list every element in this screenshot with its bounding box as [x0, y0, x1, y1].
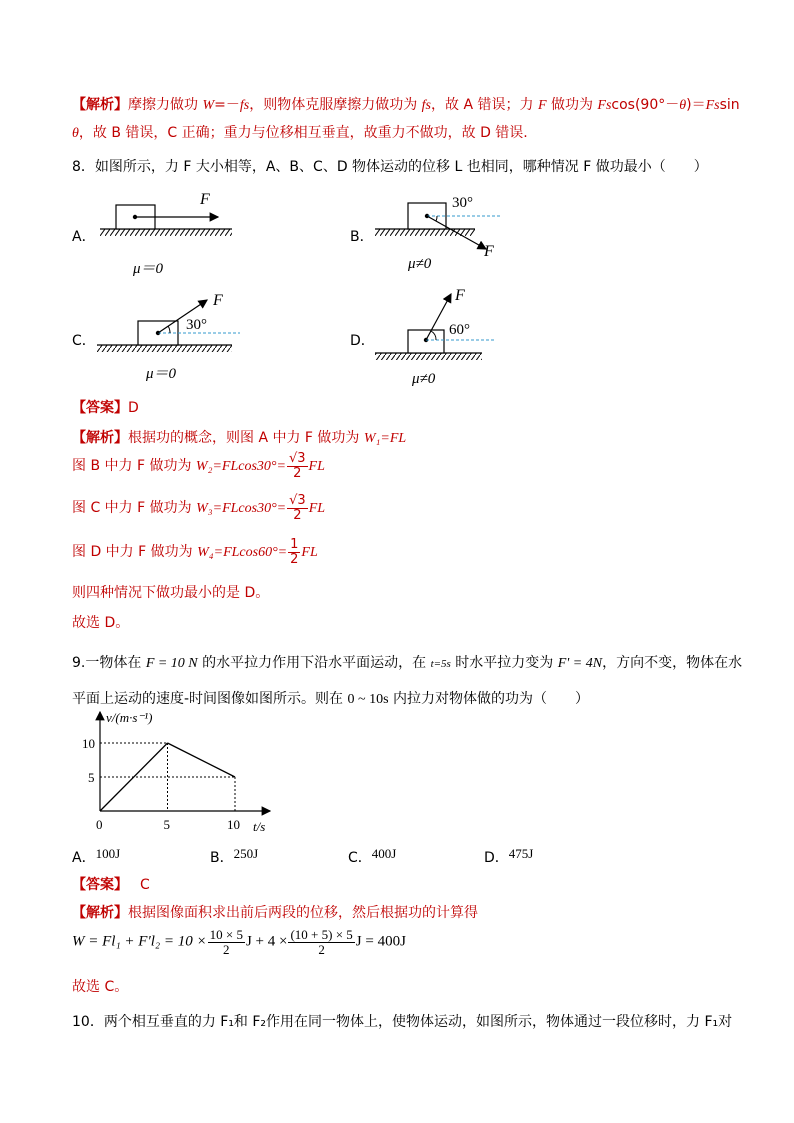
angle-b: 30°	[452, 195, 473, 211]
fraction-1-over-2: $\frac{1}{2}$	[290, 537, 299, 567]
x-axis-label: t/s	[253, 819, 266, 834]
q8-analysis-d: 图 D 中力 F 做功为 W₄=FLcos60°= $\frac{1}{2}$ FL	[72, 537, 318, 567]
q8-analysis-c: 图 C 中力 F 做功为 W₃=FLcos30°= $\frac{√3}{2}$ FL	[72, 493, 326, 523]
question-9-stem-line-1: 9.一物体在 F = 10 N 的水平拉力作用下沿水平面运动，在 t=5s 时水平拉力变为 F' = 4N，方向不变，物体在水	[72, 655, 743, 671]
angle-d: 60°	[449, 322, 470, 338]
fraction-sqrt3-over-2: $\frac{√3}{2}$	[289, 493, 306, 523]
mu-d: μ≠0	[412, 371, 436, 387]
question-9-stem-line-2: 平面上运动的速度-时间图像如图所示。则在 0 ~ 10s 内拉力对物体做的功为（ ）	[72, 691, 589, 707]
q8-diagrams	[0, 180, 794, 400]
mu-a: μ＝0	[133, 261, 164, 277]
option-a-label: A．	[72, 229, 96, 245]
force-label-a: F	[200, 191, 210, 208]
x-tick-label: 5	[163, 817, 170, 832]
mu-b: μ≠0	[408, 256, 432, 272]
mu-c: μ＝0	[146, 366, 177, 382]
option-c-label: C．	[72, 333, 96, 349]
x-tick-label: 10	[227, 817, 240, 832]
q9-analysis: 【解析】根据图像面积求出前后两段的位移，然后根据功的计算得	[72, 905, 478, 921]
q9-option-b[interactable]: B．250J	[210, 846, 259, 866]
angle-c: 30°	[186, 317, 207, 333]
y-axis-label: v/(m·s⁻¹)	[106, 710, 153, 725]
q9-option-a[interactable]: A．100J	[72, 846, 121, 866]
q9-options	[72, 846, 632, 866]
diagram-d	[375, 287, 496, 387]
y-tick-label: 5	[88, 770, 95, 785]
q8-analysis-a: 【解析】根据功的概念，则图 A 中力 F 做功为 W₁=FL	[72, 430, 407, 446]
option-d-label: D．	[350, 333, 375, 349]
option-b-label: B．	[350, 229, 374, 245]
question-8-stem: 8．如图所示，力 F 大小相等，A、B、C、D 物体运动的位移 L 也相同，哪种情况 F 做功最小（ ）	[72, 159, 708, 175]
q9-answer: 【答案】 C	[72, 877, 150, 893]
force-label-d: F	[455, 287, 465, 304]
velocity-segment	[168, 743, 236, 777]
q8-choose: 故选 D。	[72, 615, 130, 631]
q9-formula: W = Fl₁ + F′l₂ = 10 × $\frac{10 \times 5}{2}$ J + 4 × $\frac{(10 + 5) \times 5}{2}$ J = 400J	[72, 927, 406, 957]
q9-option-d[interactable]: D．475J	[484, 846, 534, 866]
q9-option-c[interactable]: C．400J	[348, 846, 397, 866]
origin-label: 0	[96, 817, 103, 832]
q8-analysis-b: 图 B 中力 F 做功为 W₂=FLcos30°= $\frac{√3}{2}$ FL	[72, 451, 325, 481]
q8-answer: 【答案】D	[72, 400, 139, 416]
fraction-2: $\frac{(10 + 5) \times 5}{2}$	[290, 927, 353, 957]
question-10-stem: 10．两个相互垂直的力 F₁和 F₂作用在同一物体上，使物体运动，如图所示，物体通过一段位移时，力 F₁对	[72, 1014, 733, 1030]
analysis-7-line-2: θ，故 B 错误，C 正确；重力与位移相互垂直，故重力不做功，故 D 错误.	[72, 125, 528, 141]
diagram-c	[97, 292, 240, 382]
force-label-c: F	[213, 292, 223, 309]
diagram-a	[100, 191, 232, 277]
analysis-7-line-1: 【解析】摩擦力做功 W=－fs，则物体克服摩擦力做功为 fs，故 A 错误；力 F 做功为 Fscos(90°－θ)＝Fssin	[72, 97, 740, 113]
q8-conclusion: 则四种情况下做功最小的是 D。	[72, 585, 270, 601]
fraction-sqrt3-over-2: $\frac{√3}{2}$	[288, 451, 306, 481]
graph-guides	[100, 743, 235, 811]
force-label-b: F	[484, 243, 494, 260]
velocity-time-graph	[70, 708, 290, 838]
analysis-tag: 【解析】	[72, 97, 128, 113]
y-tick-label: 10	[82, 736, 95, 751]
q9-choose: 故选 C。	[72, 979, 129, 995]
fraction-1: $\frac{10 \times 5}{2}$	[209, 927, 243, 957]
graph-axes	[100, 712, 270, 811]
graph-labels	[82, 710, 265, 834]
diagram-b	[375, 195, 500, 272]
